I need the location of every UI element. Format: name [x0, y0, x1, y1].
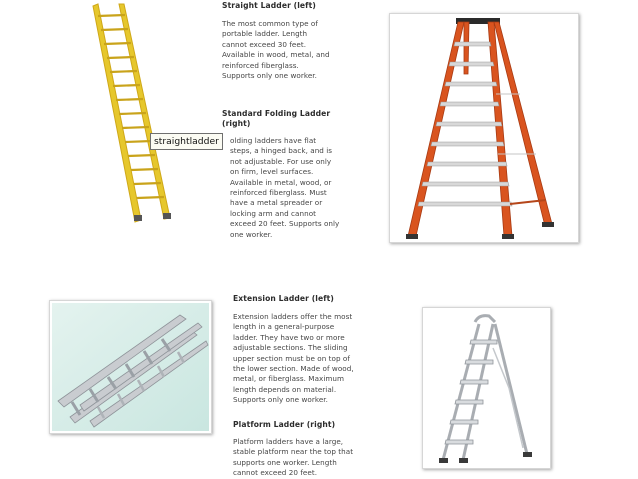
straight-ladder-section	[222, 1, 382, 81]
image-tooltip: straightladder	[150, 133, 223, 150]
platform-ladder-image	[422, 307, 551, 469]
platform-ladder-heading: Platform Ladder (right)	[233, 420, 336, 429]
folding-ladder-text: olding ladders have flat steps, a hinged back, and is not adjustable. For use only on firm, level surfaces. Available in metal, wood, or reinforced fiberglass. Must have a metal spreader or locking arm and cannot exceed 20 feet. Supports only one worker.	[230, 136, 340, 239]
platform-ladder-section	[233, 420, 403, 479]
extension-ladder-text: Extension ladders offer the most length in a general-purpose ladder. They have two or more adjustable sections. The sliding upper section must be on top of the lower section. Made of wood, metal, or fiberglass. Maximum length depends on material. Supports only one worker.	[233, 312, 354, 405]
folding-ladder-section	[222, 109, 382, 240]
extension-ladder-heading: Extension Ladder (left)	[233, 294, 334, 303]
extension-ladder-image	[49, 300, 212, 434]
platform-ladder-text: Platform ladders have a large, stable platform near the top that supports one worker. Length cannot exceed 20 feet.	[233, 437, 354, 478]
straight-ladder-image	[86, 2, 176, 224]
folding-ladder-heading: Standard Folding Ladder (right)	[222, 109, 331, 128]
extension-ladder-section	[233, 294, 403, 406]
straight-ladder-heading: Straight Ladder (left)	[222, 1, 316, 10]
folding-ladder-image	[389, 13, 579, 243]
straight-ladder-text: The most common type of portable ladder. Length cannot exceed 30 feet. Available in wood, metal, and reinforced fiberglass. Supports only one worker.	[222, 19, 330, 81]
